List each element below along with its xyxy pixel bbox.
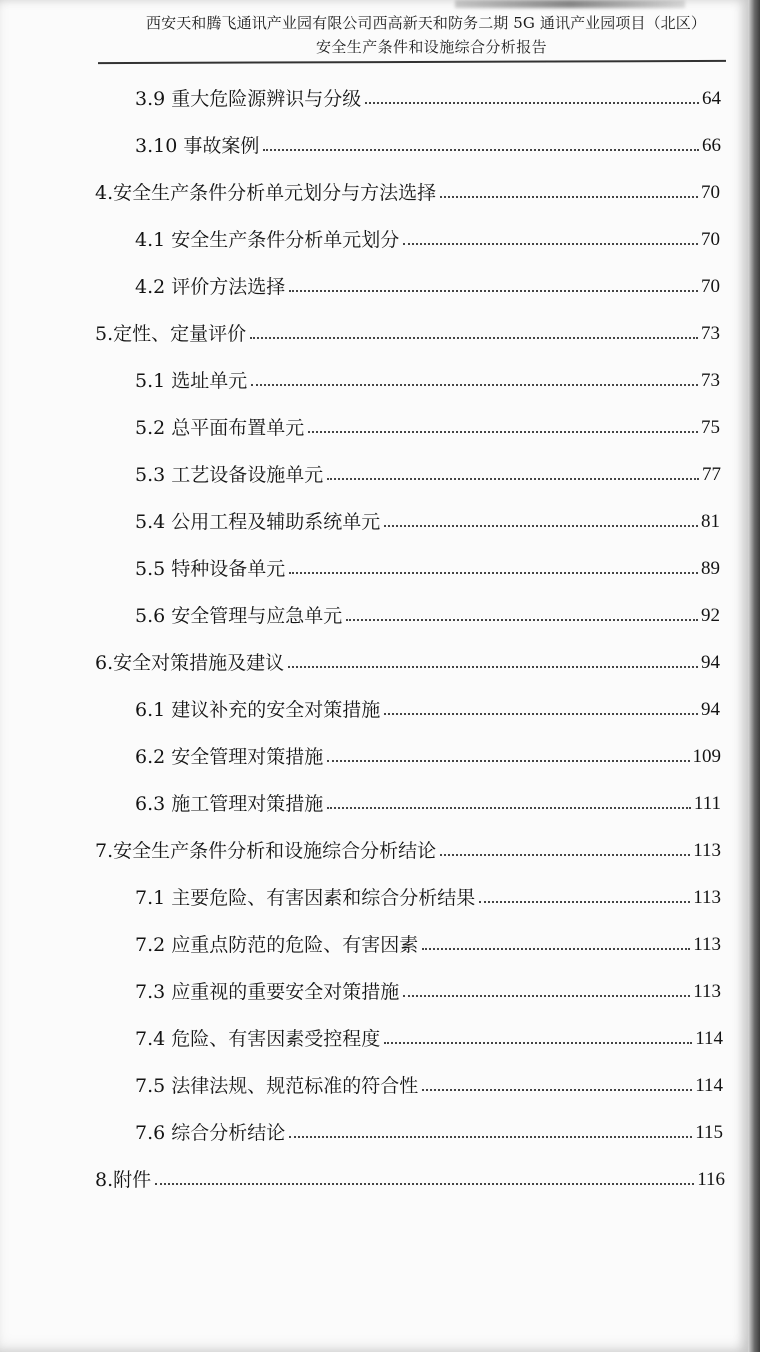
toc-dot-leader [479,901,690,903]
toc-entry-label: 5.1 选址单元 [135,370,248,393]
toc-entry-label: 5.定性、定量评价 [95,323,247,346]
toc-entry-page: 89 [701,558,720,580]
toc-entry-label: 6.2 安全管理对策措施 [135,746,324,769]
toc-dot-leader [289,1136,692,1138]
toc-entry-page: 75 [701,417,720,439]
toc-entry-6-3 [135,779,721,815]
toc-entry-page: 111 [693,793,721,815]
toc-entry-4 [95,168,720,204]
toc-dot-leader [327,478,699,480]
toc-entry-page: 114 [695,1075,723,1097]
toc-entry-7-5 [135,1061,723,1097]
toc-entry-page: 70 [701,276,720,298]
toc-entry-page: 73 [701,370,720,392]
toc-entry-6 [95,638,720,674]
toc-entry-page: 70 [701,229,720,251]
toc-entry-page: 94 [701,699,720,721]
toc-entry-label: 7.安全生产条件分析和设施综合分析结论 [95,840,437,863]
toc-entry-label: 4.安全生产条件分析单元划分与方法选择 [95,182,437,205]
toc-entry-4-2 [135,262,720,298]
toc-dot-leader [308,431,698,433]
toc-entry-7-1 [135,873,721,909]
toc-entry-5-6 [135,591,720,627]
toc-entry-4-1 [135,215,720,251]
toc-entry-6-1 [135,685,720,721]
toc-entry-5 [95,309,720,345]
toc-entry-page: 94 [701,652,720,674]
toc-entry-7-6 [135,1108,723,1144]
toc-dot-leader [403,995,690,997]
toc-entry-7 [95,826,721,862]
header-company-project: 西安天和腾飞通讯产业园有限公司西高新天和防务二期 5G 通讯产业园项目（北区） [146,14,706,32]
toc-dot-leader [250,337,698,339]
toc-dot-leader [288,666,698,668]
toc-entry-page: 116 [697,1169,725,1191]
toc-dot-leader [440,854,690,856]
toc-entry-5-3 [135,450,721,486]
toc-dot-leader [327,760,689,762]
toc-dot-leader [384,713,698,715]
toc-entry-label: 5.5 特种设备单元 [135,558,286,581]
toc-dot-leader [403,243,698,245]
page-edge-shadow [748,0,760,1352]
toc-entry-7-3 [135,967,721,1003]
header-report-title: 安全生产条件和设施综合分析报告 [316,38,548,56]
toc-entry-page: 64 [702,88,721,110]
toc-entry-page: 113 [693,981,721,1003]
toc-dot-leader [346,619,698,621]
toc-entry-page: 115 [695,1122,723,1144]
toc-entry-label: 3.10 事故案例 [135,135,260,158]
toc-entry-label: 4.2 评价方法选择 [135,276,286,299]
toc-entry-label: 8.附件 [95,1169,152,1192]
toc-entry-label: 7.5 法律法规、规范标准的符合性 [135,1075,419,1098]
toc-entry-5-1 [135,356,720,392]
toc-entry-3-10 [135,121,721,157]
toc-entry-page: 73 [701,323,720,345]
toc-entry-page: 113 [693,887,721,909]
toc-dot-leader [384,1042,692,1044]
toc-dot-leader [263,149,699,151]
toc-entry-3-9 [135,74,721,110]
toc-dot-leader [365,102,699,104]
toc-entry-label: 7.4 危险、有害因素受控程度 [135,1028,381,1051]
toc-entry-label: 3.9 重大危险源辨识与分级 [135,88,362,111]
toc-entry-label: 6.3 施工管理对策措施 [135,793,324,816]
toc-entry-label: 5.2 总平面布置单元 [135,417,305,440]
toc-entry-page: 92 [701,605,720,627]
toc-entry-page: 70 [701,182,720,204]
toc-entry-7-4 [135,1014,723,1050]
toc-entry-page: 81 [701,511,720,533]
toc-entry-8 [95,1155,725,1191]
toc-dot-leader [422,948,690,950]
toc-entry-5-4 [135,497,720,533]
toc-entry-label: 5.6 安全管理与应急单元 [135,605,343,628]
toc-dot-leader [289,572,698,574]
toc-entry-label: 6.1 建议补充的安全对策措施 [135,699,381,722]
toc-entry-7-2 [135,920,721,956]
toc-entry-page: 66 [702,135,721,157]
toc-entry-label: 7.6 综合分析结论 [135,1122,286,1145]
toc-entry-5-5 [135,544,720,580]
toc-entry-label: 6.安全对策措施及建议 [95,652,285,675]
toc-dot-leader [440,196,698,198]
toc-dot-leader [422,1089,692,1091]
toc-dot-leader [327,807,691,809]
toc-entry-6-2 [135,732,721,768]
toc-entry-label: 5.4 公用工程及辅助系统单元 [135,511,381,534]
toc-entry-label: 4.1 安全生产条件分析单元划分 [135,229,400,252]
toc-entry-label: 7.2 应重点防范的危险、有害因素 [135,934,419,957]
toc-entry-page: 109 [692,746,721,768]
toc-dot-leader [155,1183,694,1185]
toc-dot-leader [384,525,698,527]
toc-dot-leader [251,384,698,386]
toc-entry-5-2 [135,403,720,439]
toc-entry-page: 113 [693,934,721,956]
toc-dot-leader [289,290,698,292]
toc-entry-page: 113 [693,840,721,862]
toc-entry-label: 7.3 应重视的重要安全对策措施 [135,981,400,1004]
toc-entry-label: 5.3 工艺设备设施单元 [135,464,324,487]
toc-entry-page: 77 [702,464,721,486]
toc-entry-label: 7.1 主要危险、有害因素和综合分析结果 [135,887,476,910]
toc-entry-page: 114 [695,1028,723,1050]
